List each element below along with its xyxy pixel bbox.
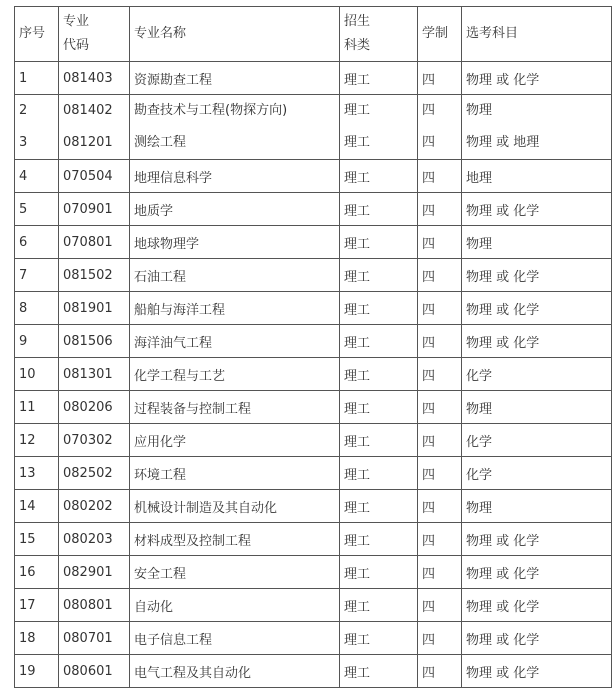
cell-code: 082502	[59, 457, 130, 490]
cell-duration: 四	[418, 556, 462, 589]
cell-category: 理工	[340, 391, 418, 424]
cell-duration: 四	[418, 259, 462, 292]
cell-code: 081301	[59, 358, 130, 391]
cell-subjects	[462, 95, 612, 160]
cell-subjects: 物理 或 化学	[462, 193, 612, 226]
table-row	[15, 259, 612, 292]
majors-table	[14, 6, 612, 688]
header-seq: 序号	[15, 7, 59, 62]
cell-subjects: 化学	[462, 424, 612, 457]
cell-code: 070504	[59, 160, 130, 193]
cell-name: 材料成型及控制工程	[130, 523, 340, 556]
cell-code	[59, 95, 130, 160]
cell-subjects-item: 物理 或 地理	[466, 135, 540, 150]
majors-table-container	[14, 6, 614, 688]
cell-code: 082901	[59, 556, 130, 589]
table-row	[15, 160, 612, 193]
cell-duration-item: 四	[422, 135, 436, 150]
cell-subjects: 物理 或 化学	[462, 556, 612, 589]
table-row	[15, 325, 612, 358]
cell-name: 地球物理学	[130, 226, 340, 259]
cell-code: 081506	[59, 325, 130, 358]
cell-name: 地理信息科学	[130, 160, 340, 193]
table-row	[15, 589, 612, 622]
cell-code: 070901	[59, 193, 130, 226]
cell-seq: 5	[15, 193, 59, 226]
cell-seq	[15, 95, 59, 160]
cell-category: 理工	[340, 424, 418, 457]
cell-seq: 15	[15, 523, 59, 556]
cell-category: 理工	[340, 259, 418, 292]
cell-seq: 11	[15, 391, 59, 424]
cell-duration: 四	[418, 622, 462, 655]
table-row	[15, 490, 612, 523]
cell-name: 石油工程	[130, 259, 340, 292]
cell-subjects: 物理 或 化学	[462, 622, 612, 655]
cell-seq-item: 3	[19, 135, 28, 150]
cell-seq-item: 2	[19, 103, 28, 118]
cell-subjects: 物理	[462, 391, 612, 424]
header-name: 专业名称	[130, 7, 340, 62]
cell-category: 理工	[340, 622, 418, 655]
cell-code: 080202	[59, 490, 130, 523]
table-row	[15, 62, 612, 95]
cell-duration: 四	[418, 523, 462, 556]
header-subjects: 选考科目	[462, 7, 612, 62]
table-row	[15, 226, 612, 259]
cell-seq: 12	[15, 424, 59, 457]
cell-duration: 四	[418, 655, 462, 688]
cell-seq: 10	[15, 358, 59, 391]
header-category-line2: 科类	[344, 38, 371, 53]
cell-name: 应用化学	[130, 424, 340, 457]
cell-duration: 四	[418, 490, 462, 523]
cell-code: 081502	[59, 259, 130, 292]
cell-duration	[418, 95, 462, 160]
table-row-merged	[15, 95, 612, 160]
cell-duration: 四	[418, 292, 462, 325]
cell-name	[130, 95, 340, 160]
cell-category: 理工	[340, 160, 418, 193]
cell-code: 080701	[59, 622, 130, 655]
cell-category: 理工	[340, 523, 418, 556]
cell-name: 电气工程及其自动化	[130, 655, 340, 688]
cell-code: 070801	[59, 226, 130, 259]
cell-duration: 四	[418, 325, 462, 358]
cell-duration: 四	[418, 391, 462, 424]
cell-code: 081901	[59, 292, 130, 325]
cell-seq: 6	[15, 226, 59, 259]
cell-category-item: 理工	[344, 103, 371, 118]
cell-duration: 四	[418, 193, 462, 226]
cell-name: 船舶与海洋工程	[130, 292, 340, 325]
cell-category: 理工	[340, 358, 418, 391]
table-row	[15, 292, 612, 325]
cell-name: 地质学	[130, 193, 340, 226]
cell-category: 理工	[340, 292, 418, 325]
table-row	[15, 622, 612, 655]
header-category	[340, 7, 418, 62]
table-row	[15, 457, 612, 490]
cell-subjects: 物理	[462, 226, 612, 259]
cell-seq: 8	[15, 292, 59, 325]
cell-code: 081403	[59, 62, 130, 95]
cell-subjects: 物理 或 化学	[462, 325, 612, 358]
table-row	[15, 193, 612, 226]
table-row	[15, 523, 612, 556]
cell-subjects: 物理 或 化学	[462, 523, 612, 556]
cell-code-item: 081402	[63, 103, 113, 118]
cell-seq: 7	[15, 259, 59, 292]
cell-duration: 四	[418, 160, 462, 193]
header-code-line2: 代码	[63, 38, 90, 53]
cell-category: 理工	[340, 457, 418, 490]
cell-subjects: 物理 或 化学	[462, 655, 612, 688]
cell-code: 080601	[59, 655, 130, 688]
cell-category: 理工	[340, 589, 418, 622]
cell-subjects: 物理 或 化学	[462, 259, 612, 292]
table-row	[15, 655, 612, 688]
cell-subjects: 物理	[462, 490, 612, 523]
cell-subjects: 物理 或 化学	[462, 589, 612, 622]
cell-name: 过程装备与控制工程	[130, 391, 340, 424]
cell-category: 理工	[340, 490, 418, 523]
cell-name: 机械设计制造及其自动化	[130, 490, 340, 523]
cell-seq: 14	[15, 490, 59, 523]
top-edge-mask	[0, 0, 615, 6]
cell-subjects-item: 物理	[466, 103, 493, 118]
cell-subjects: 物理 或 化学	[462, 62, 612, 95]
cell-category: 理工	[340, 193, 418, 226]
cell-subjects: 化学	[462, 358, 612, 391]
cell-category: 理工	[340, 62, 418, 95]
cell-code: 080206	[59, 391, 130, 424]
cell-duration: 四	[418, 358, 462, 391]
cell-category-item: 理工	[344, 135, 371, 150]
cell-category: 理工	[340, 325, 418, 358]
cell-name-item: 测绘工程	[134, 135, 187, 150]
header-code-line1: 专业	[63, 14, 90, 29]
cell-seq: 1	[15, 62, 59, 95]
cell-name: 电子信息工程	[130, 622, 340, 655]
table-row	[15, 424, 612, 457]
cell-category: 理工	[340, 655, 418, 688]
cell-name: 资源勘查工程	[130, 62, 340, 95]
cell-code-item: 081201	[63, 135, 113, 150]
cell-seq: 9	[15, 325, 59, 358]
table-row	[15, 358, 612, 391]
cell-duration: 四	[418, 424, 462, 457]
cell-name: 自动化	[130, 589, 340, 622]
cell-category: 理工	[340, 556, 418, 589]
table-row	[15, 556, 612, 589]
cell-category: 理工	[340, 226, 418, 259]
table-header-row	[15, 7, 612, 62]
cell-name-item: 勘查技术与工程(物探方向)	[134, 103, 288, 118]
cell-duration: 四	[418, 226, 462, 259]
cell-subjects: 化学	[462, 457, 612, 490]
cell-subjects: 物理 或 化学	[462, 292, 612, 325]
table-row	[15, 391, 612, 424]
cell-name: 安全工程	[130, 556, 340, 589]
cell-duration: 四	[418, 589, 462, 622]
cell-code: 080203	[59, 523, 130, 556]
cell-seq: 17	[15, 589, 59, 622]
cell-seq: 13	[15, 457, 59, 490]
cell-code: 080801	[59, 589, 130, 622]
header-duration: 学制	[418, 7, 462, 62]
cell-subjects: 地理	[462, 160, 612, 193]
cell-seq: 16	[15, 556, 59, 589]
cell-seq: 4	[15, 160, 59, 193]
cell-name: 海洋油气工程	[130, 325, 340, 358]
header-category-line1: 招生	[344, 14, 371, 29]
cell-duration-item: 四	[422, 103, 436, 118]
cell-name: 环境工程	[130, 457, 340, 490]
cell-duration: 四	[418, 457, 462, 490]
cell-name: 化学工程与工艺	[130, 358, 340, 391]
header-code	[59, 7, 130, 62]
cell-category	[340, 95, 418, 160]
cell-duration: 四	[418, 62, 462, 95]
cell-seq: 19	[15, 655, 59, 688]
cell-seq: 18	[15, 622, 59, 655]
cell-code: 070302	[59, 424, 130, 457]
